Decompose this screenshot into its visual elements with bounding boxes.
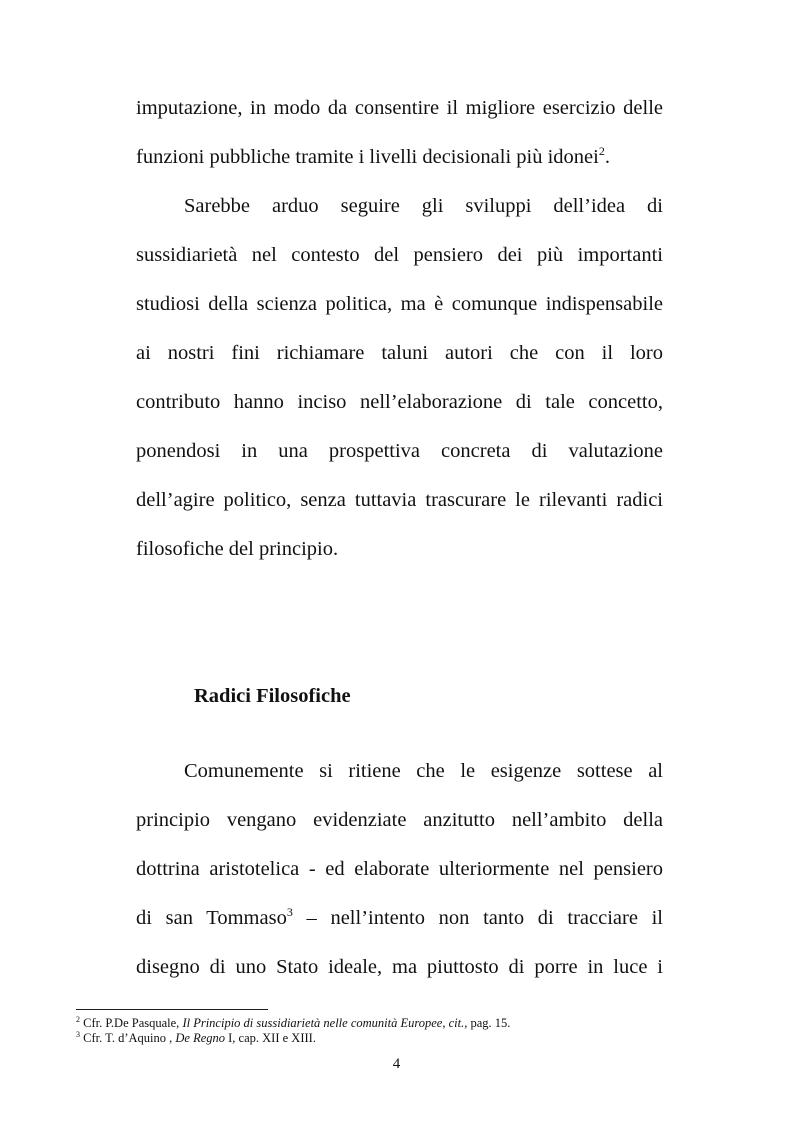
body-line: di san Tommaso$^3$ – nell’intento non tanto di tracciare il — [136, 905, 663, 929]
footnote-ref-3[interactable]: 3 — [286, 905, 293, 920]
body-line: contributo hanno inciso nell’elaborazione di tale concetto, — [136, 391, 663, 413]
body-line: studiosi della scienza politica, ma è comunque indispensabile — [136, 293, 663, 315]
body-line: funzioni pubbliche tramite i livelli decisionali più idonei$^2$. — [136, 144, 610, 168]
body-line: imputazione, in modo da consentire il migliore esercizio delle — [136, 97, 663, 119]
page-number: 4 — [392, 1056, 401, 1072]
footnote-separator — [76, 1009, 268, 1010]
body-line: Comunemente si ritiene che le esigenze sottese al — [184, 760, 663, 782]
body-line: sussidiarietà nel contesto del pensiero dei più importanti — [136, 244, 663, 266]
body-line: ai nostri fini richiamare taluni autori che con il loro — [136, 342, 663, 364]
body-line: filosofiche del principio. — [136, 538, 339, 560]
body-line: Sarebbe arduo seguire gli sviluppi dell’idea di — [184, 195, 663, 217]
footnote-3: $^3$ Cfr. T. d’Aquino , De Regno I, cap. XII e XIII. — [76, 1029, 316, 1045]
body-line: ponendosi in una prospettiva concreta di valutazione — [136, 440, 663, 462]
body-line: principio vengano evidenziate anzitutto nell’ambito della — [136, 809, 663, 831]
body-line: disegno di uno Stato ideale, ma piuttosto di porre in luce i — [136, 956, 663, 978]
section-heading: Radici Filosofiche — [194, 685, 351, 707]
footnote-ref-2[interactable]: 2 — [598, 144, 605, 159]
footnote-2: $^2$ Cfr. P.De Pasquale, Il Principio di sussidiarietà nelle comunità Europee, cit., pag. 15. — [76, 1014, 511, 1030]
body-line: dottrina aristotelica - ed elaborate ulteriormente nel pensiero — [136, 858, 663, 880]
body-line: dell’agire politico, senza tuttavia trascurare le rilevanti radici — [136, 489, 663, 511]
